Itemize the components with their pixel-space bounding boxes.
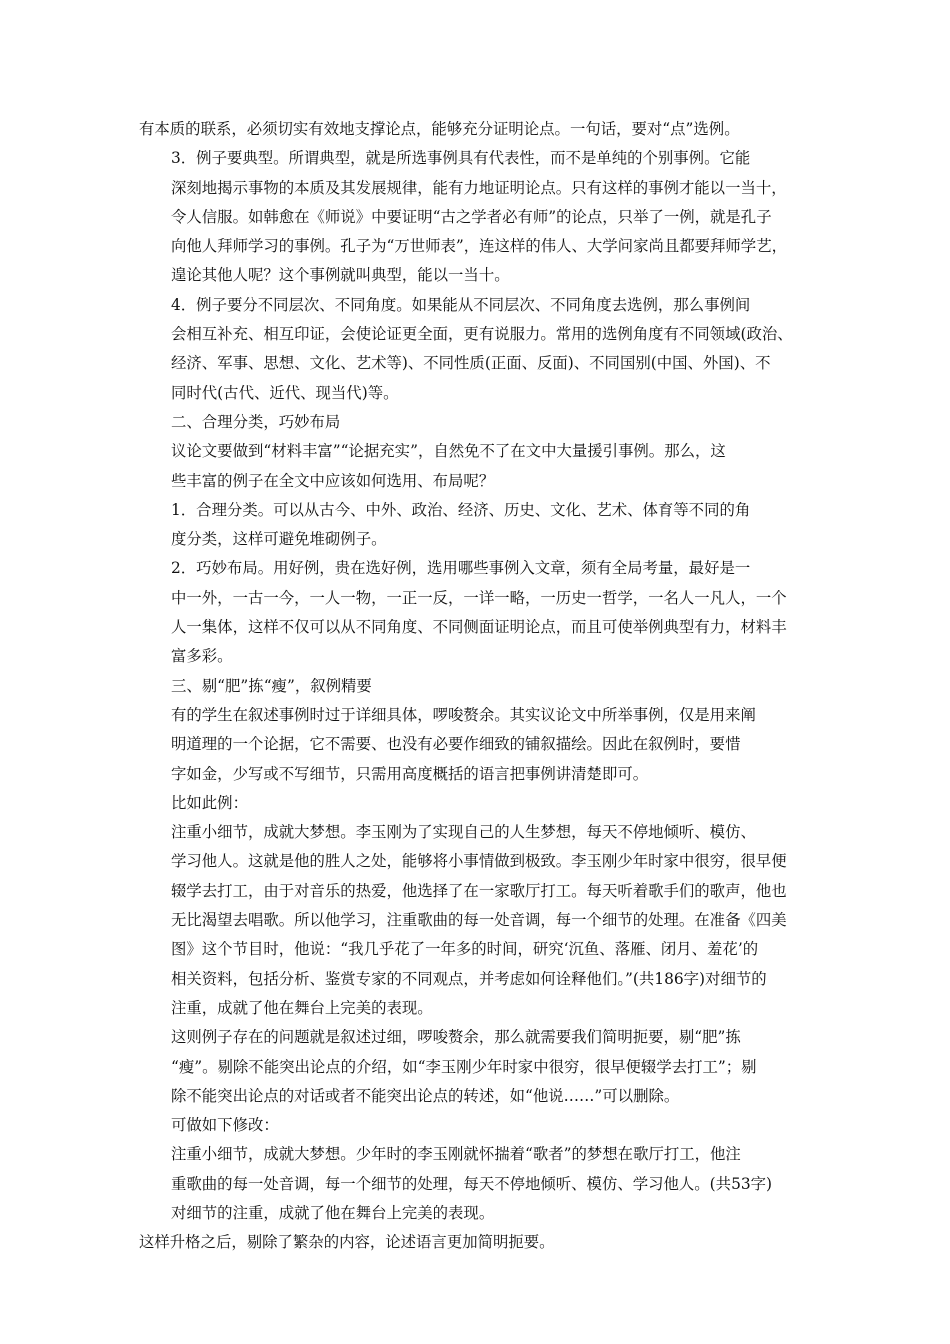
paragraph-problem: 这则例子存在的问题就是叙述过细，啰唆赘余，那么就需要我们简明扼要，剔“肥”拣 “瘦”。剔除不能突出论点的介绍，如“李玉刚少年时家中很穷，很早便辍学去打工”；剔 除不能突出论点的对话或者不能突出论点的转述，如“他说……”可以删除。 xyxy=(171,1028,757,1105)
paragraph-intro-3: 有的学生在叙述事例时过于详细具体，啰唆赘余。其实议论文中所举事例，仅是用来阐 明道理的一个论据，它不需要、也没有必要作细致的铺叙描绘。因此在叙例时，要惜 字如金，少写或不写细节，只需用高度概括的语言把事例讲清楚即可。 xyxy=(171,705,756,783)
paragraph-conclusion: 这样升格之后，剔除了繁杂的内容，论述语言更加简明扼要。 xyxy=(139,1233,555,1252)
paragraph-revision-label: 可做如下修改： xyxy=(171,1116,279,1135)
section-heading-3: 三、剔“肥”拣“瘦”，叙例精要 xyxy=(171,676,372,695)
document-body xyxy=(139,115,819,1258)
paragraph-layout: 2．巧妙布局。用好例，贵在选好例，选用哪些事例入文章，须有全局考量，最好是一 中一外，一古一今，一人一物，一正一反，一详一略，一历史一哲学，一名人一凡人，一个 人一集体，这样不仅可以从不同角度、不同侧面证明论点，而且可使举例典型有力，材料丰 富多彩。 xyxy=(171,559,787,666)
paragraph-intro-2: 议论文要做到“材料丰富”“论据充实”，自然免不了在文中大量援引事例。那么，这 些丰富的例子在全文中应该如何选用、布局呢？ xyxy=(171,442,726,490)
paragraph-example-original: 注重小细节，成就大梦想。李玉刚为了实现自己的人生梦想，每天不停地倾听、模仿、 学习他人。这就是他的胜人之处，能够将小事情做到极致。李玉刚少年时家中很穷，很早便 辍学去打工，由于对音乐的热爱，他选择了在一家歌厅打工。每天听着歌手们的歌声，他也 无比渴望去唱歌。所以他学习，注重歌曲的每一处音调，每一个细节的处理。在准备《四美 图》这个节目时，他说：“我几乎花了一年多的时间，研究‘沉鱼、落雁、闭月、羞花’的 相关资料，包括分析、鉴赏专家的不同观点，并考虑如何诠释他们。”(共186字)对细节的 注重，成就了他在舞台上完美的表现。 xyxy=(171,823,787,1017)
paragraph-typical-examples: 3．例子要典型。所谓典型，就是所选事例具有代表性，而不是单纯的个别事例。它能 深刻地揭示事物的本质及其发展规律，能有力地证明论点。只有这样的事例才能以一当十， 令人信服。如韩愈在《师说》中要证明“古之学者必有师”的论点，只举了一例，就是孔子 向他人拜师学习的事例。孔子为“万世师表”，连这样的伟人、大学问家尚且都要拜师学艺， 遑论其他人呢？这个事例就叫典型，能以一当十。 xyxy=(171,149,787,285)
paragraph-continued: 有本质的联系，必须切实有效地支撑论点，能够充分证明论点。一句话，要对“点”选例。 xyxy=(139,120,740,138)
paragraph-classify: 1．合理分类。可以从古今、中外、政治、经济、历史、文化、艺术、体育等不同的角 度分类，这样可避免堆砌例子。 xyxy=(171,500,751,549)
paragraph-levels-angles: 4．例子要分不同层次、不同角度。如果能从不同层次、不同角度去选例，那么事例间 会相互补充、相互印证，会使论证更全面，更有说服力。常用的选例角度有不同领域(政治、 经济、军事、思想、文化、艺术等)、不同性质(正面、反面)、不同国别(中国、外国)、不 同时代(古代、近代、现当代)等。 xyxy=(171,295,793,402)
paragraph-example-revised: 注重小细节，成就大梦想。少年时的李玉刚就怀揣着“歌者”的梦想在歌厅打工，他注 重歌曲的每一处音调，每一个细节的处理，每天不停地倾听、模仿、学习他人。(共53字) 对细节的注重，成就了他在舞台上完美的表现。 xyxy=(171,1145,773,1222)
section-heading-2: 二、合理分类，巧妙布局 xyxy=(171,412,341,431)
paragraph-example-label: 比如此例： xyxy=(171,793,248,812)
